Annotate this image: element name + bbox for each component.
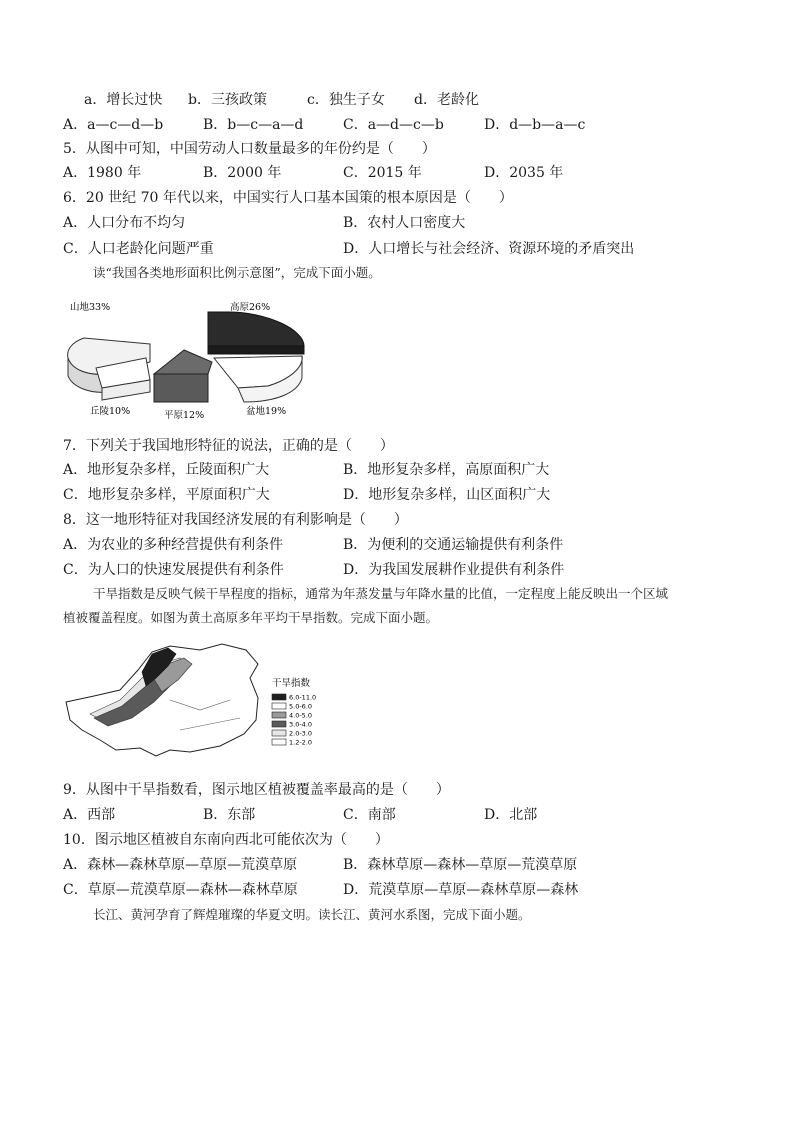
- q5-option-c: C．2015 年: [343, 165, 422, 181]
- q10-option-a: A．森林—森林草原—草原—荒漠草原: [63, 857, 298, 873]
- q10-option-c: C．草原—荒漠草原—森林—森林草原: [63, 882, 298, 898]
- map-legend-swatch: [272, 694, 286, 700]
- pie-slice-plain-side: [154, 374, 208, 402]
- intro-drought-line1: 干旱指数是反映气候干旱程度的指标，通常为年蒸发量与年降水量的比值，一定程度上能反映出一个区域: [93, 586, 669, 601]
- q6-option-c: C．人口老龄化问题严重: [63, 241, 214, 257]
- map-legend-label: 1.2-2.0: [289, 738, 313, 747]
- pie-label-plain: 平原12%: [164, 410, 205, 421]
- q6-option-a: A．人口分布不均匀: [63, 215, 186, 231]
- q6-stem: 6．20 世纪 70 年代以来，中国实行人口基本国策的根本原因是（ ）: [63, 190, 513, 206]
- pie-slice-plateau: [208, 312, 304, 346]
- pie-slice-plateau-side: [208, 346, 304, 354]
- q4-item-b: b．三孩政策: [188, 92, 267, 108]
- q9-option-c: C．南部: [343, 807, 396, 823]
- q4-item-d: d．老龄化: [414, 92, 479, 108]
- pie-label-hills: 丘陵10%: [90, 406, 131, 417]
- q5-option-a: A．1980 年: [63, 165, 142, 181]
- drought-map-figure: [60, 640, 360, 770]
- q4-option-b: B．b—c—a—d: [203, 117, 304, 133]
- q4-option-c: C．a—d—c—b: [343, 117, 444, 133]
- q4-option-d: D．d—b—a—c: [484, 117, 586, 133]
- q4-item-a: a．增长过快: [84, 92, 163, 108]
- q7-option-b: B．地形复杂多样，高原面积广大: [343, 462, 550, 478]
- intro-rivers: 长江、黄河孕育了辉煌璀璨的华夏文明。读长江、黄河水系图，完成下面小题。: [93, 907, 531, 922]
- q10-option-d: D．荒漠草原—草原—森林草原—森林: [343, 882, 579, 898]
- q6-option-d: D．人口增长与社会经济、资源环境的矛盾突出: [343, 241, 635, 257]
- pie-label-basin: 盆地19%: [246, 406, 287, 417]
- q7-option-a: A．地形复杂多样，丘陵面积广大: [63, 462, 270, 478]
- map-legend-title: 干旱指数: [272, 678, 311, 689]
- q7-option-c: C．地形复杂多样，平原面积广大: [63, 487, 270, 503]
- q4-item-c: c．独生子女: [307, 92, 385, 108]
- q7-option-d: D．地形复杂多样，山区面积广大: [343, 487, 551, 503]
- map-legend-swatch: [272, 703, 286, 709]
- map-legend-label: 2.0-3.0: [289, 729, 313, 738]
- q6-option-b: B．农村人口密度大: [343, 215, 466, 231]
- q8-option-c: C．为人口的快速发展提供有利条件: [63, 562, 284, 578]
- map-legend-label: 6.0-11.0: [289, 693, 317, 702]
- intro-drought-line2: 植被覆盖程度。如图为黄土高原多年平均干旱指数。完成下面小题。: [63, 610, 439, 625]
- q9-option-d: D．北部: [484, 807, 538, 823]
- q9-option-b: B．东部: [203, 807, 256, 823]
- pie-label-plateau: 高原26%: [230, 302, 271, 313]
- q9-option-a: A．西部: [63, 807, 116, 823]
- q10-stem: 10．图示地区植被自东南向西北可能依次为（ ）: [63, 832, 389, 848]
- pie-label-mountain: 山地33%: [70, 302, 111, 313]
- intro-terrain-chart: 读“我国各类地形面积比例示意图”，完成下面小题。: [93, 265, 381, 280]
- pie-slice-plain: [154, 350, 212, 374]
- drought-map: [60, 640, 360, 770]
- terrain-pie-chart: [58, 296, 308, 422]
- map-legend-label: 4.0-5.0: [289, 711, 313, 720]
- map-legend-swatch: [272, 721, 286, 727]
- q5-option-b: B．2000 年: [203, 165, 282, 181]
- q5-option-d: D．2035 年: [484, 165, 564, 181]
- map-legend-label: 5.0-6.0: [289, 702, 313, 711]
- q8-option-b: B．为便利的交通运输提供有利条件: [343, 537, 564, 553]
- q4-option-a: A．a—c—d—b: [63, 117, 164, 133]
- map-legend-swatch: [272, 739, 286, 745]
- q9-stem: 9．从图中干旱指数看，图示地区植被覆盖率最高的是（ ）: [63, 782, 450, 798]
- map-legend: [272, 694, 316, 747]
- q7-stem: 7．下列关于我国地形特征的说法，正确的是（ ）: [63, 438, 394, 454]
- q5-stem: 5．从图中可知，中国劳动人口数量最多的年份约是（ ）: [63, 141, 436, 157]
- q10-option-b: B．森林草原—森林—草原—荒漠草原: [343, 857, 578, 873]
- map-legend-label: 3.0-4.0: [289, 720, 313, 729]
- q8-stem: 8．这一地形特征对我国经济发展的有利影响是（ ）: [63, 512, 408, 528]
- map-legend-swatch: [272, 712, 286, 718]
- q8-option-a: A．为农业的多种经营提供有利条件: [63, 537, 284, 553]
- q8-option-d: D．为我国发展耕作业提供有利条件: [343, 562, 565, 578]
- terrain-pie-figure: [58, 296, 308, 422]
- map-legend-swatch: [272, 730, 286, 736]
